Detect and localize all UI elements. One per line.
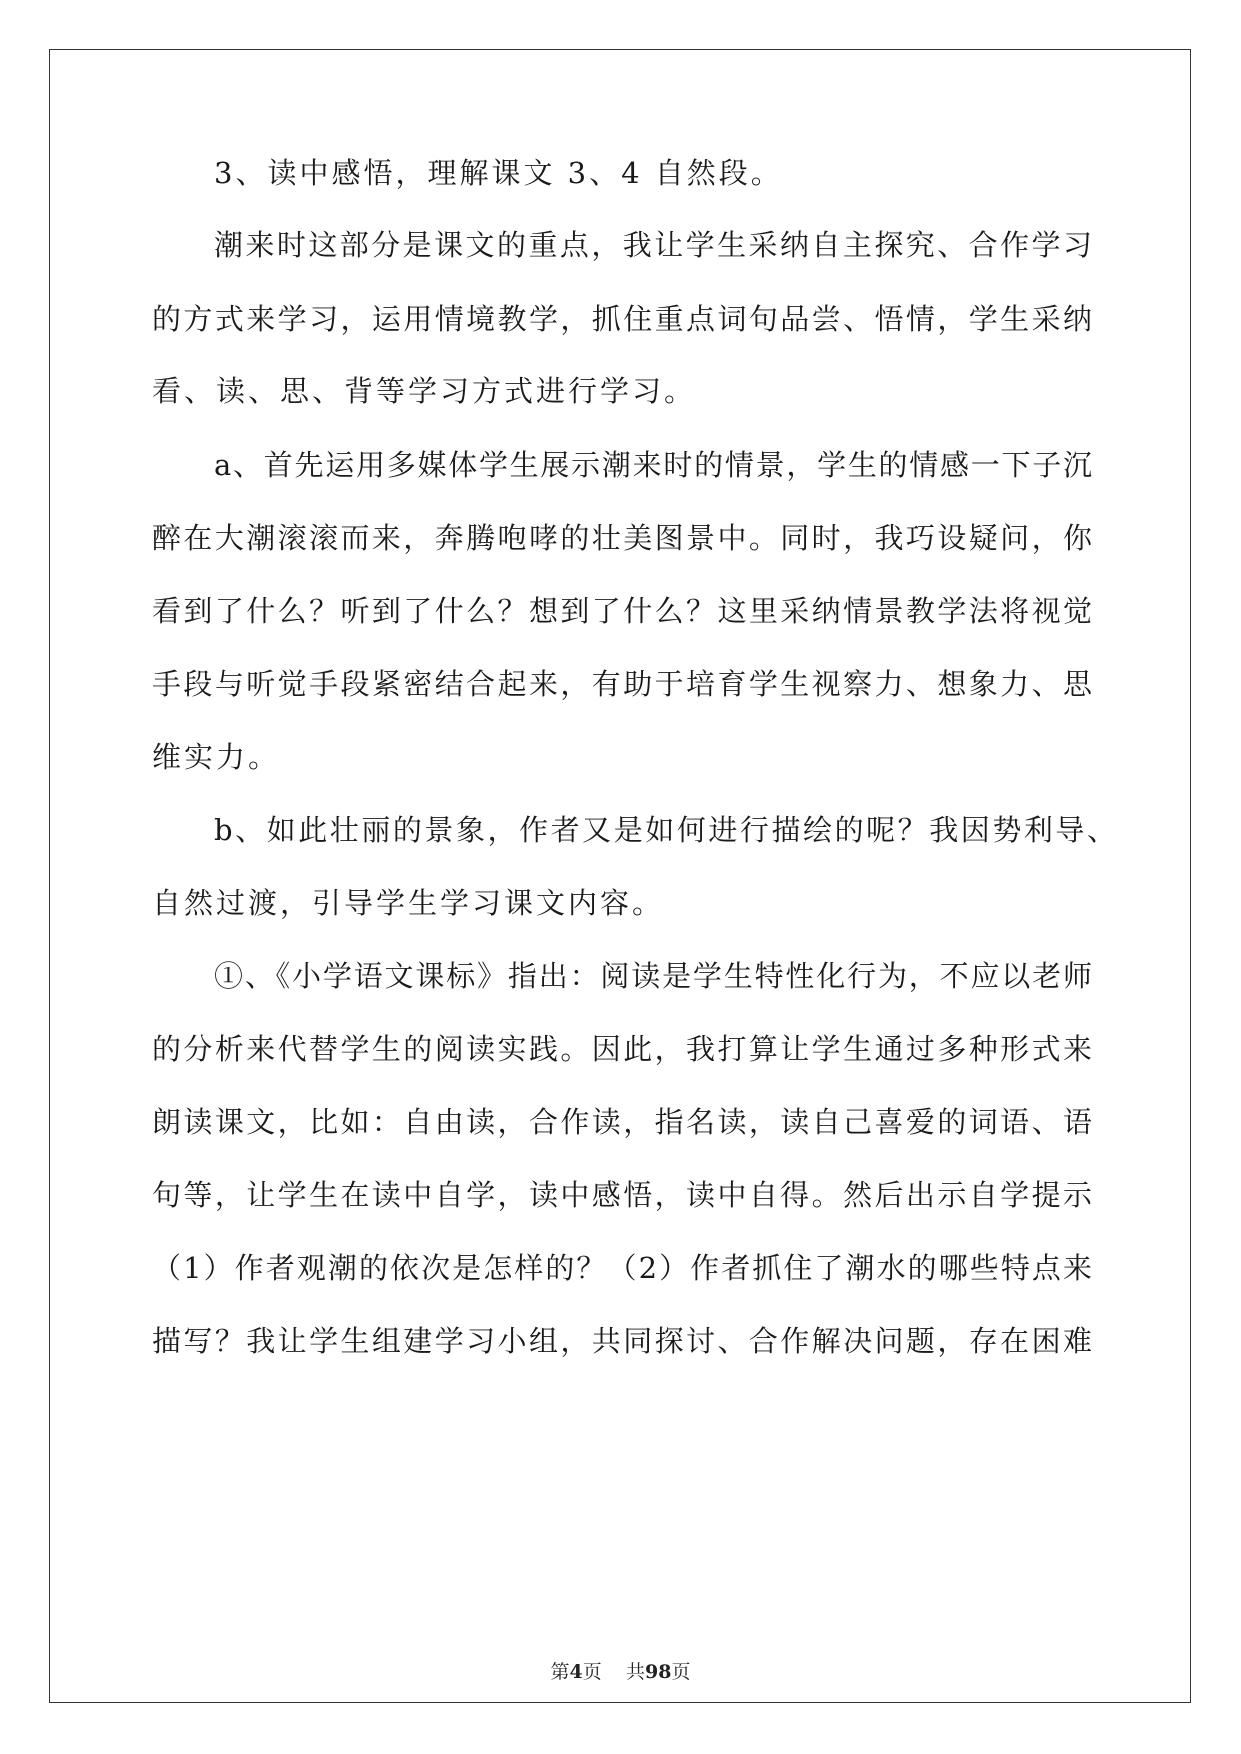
page-suffix: 页 <box>582 1661 602 1683</box>
page-prefix: 第 <box>550 1661 570 1683</box>
paragraph-line: 的方式来学习，运用情境教学，抓住重点词句品尝、悟情，学生采纳 <box>152 302 1092 336</box>
paragraph-line: 3、读中感悟，理解课文 3、4 自然段。 <box>214 156 783 190</box>
paragraph-line: b、如此壮丽的景象，作者又是如何进行描绘的呢？我因势利导、 <box>214 813 1116 847</box>
paragraph-line: 手段与听觉手段紧密结合起来，有助于培育学生视察力、想象力、思 <box>152 667 1092 701</box>
page-border <box>49 49 1191 1703</box>
paragraph-line: 维实力。 <box>152 740 281 774</box>
paragraph-line: 醉在大潮滚滚而来，奔腾咆哮的壮美图景中。同时，我巧设疑问，你 <box>152 521 1092 555</box>
page-number: 4 <box>569 1661 583 1683</box>
paragraph-line: 潮来时这部分是课文的重点，我让学生采纳自主探究、合作学习 <box>214 228 1092 262</box>
paragraph-line: 的分析来代替学生的阅读实践。因此，我打算让学生通过多种形式来 <box>152 1032 1092 1066</box>
paragraph-line: 朗读课文，比如：自由读，合作读，指名读，读自己喜爱的词语、语 <box>152 1105 1092 1139</box>
total-prefix: 共 <box>625 1661 645 1683</box>
paragraph-line: ①、《小学语文课标》指出：阅读是学生特性化行为，不应以老师 <box>214 959 1092 993</box>
page-footer <box>0 1661 1241 1683</box>
paragraph-line: a、首先运用多媒体学生展示潮来时的情景，学生的情感一下子沉 <box>214 448 1092 482</box>
paragraph-line: 句等，让学生在读中自学，读中感悟，读中自得。然后出示自学提示 <box>152 1178 1092 1212</box>
paragraph-line: 看到了什么？听到了什么？想到了什么？这里采纳情景教学法将视觉 <box>152 594 1092 628</box>
total-pages: 98 <box>644 1661 672 1683</box>
paragraph-line: 描写？我让学生组建学习小组，共同探讨、合作解决问题，存在困难 <box>152 1324 1092 1358</box>
paragraph-line: 看、读、思、背等学习方式进行学习。 <box>152 374 697 408</box>
paragraph-line: （1）作者观潮的依次是怎样的？（2）作者抓住了潮水的哪些特点来 <box>152 1251 1092 1285</box>
paragraph-line: 自然过渡，引导学生学习课文内容。 <box>152 886 665 920</box>
total-suffix: 页 <box>671 1661 691 1683</box>
